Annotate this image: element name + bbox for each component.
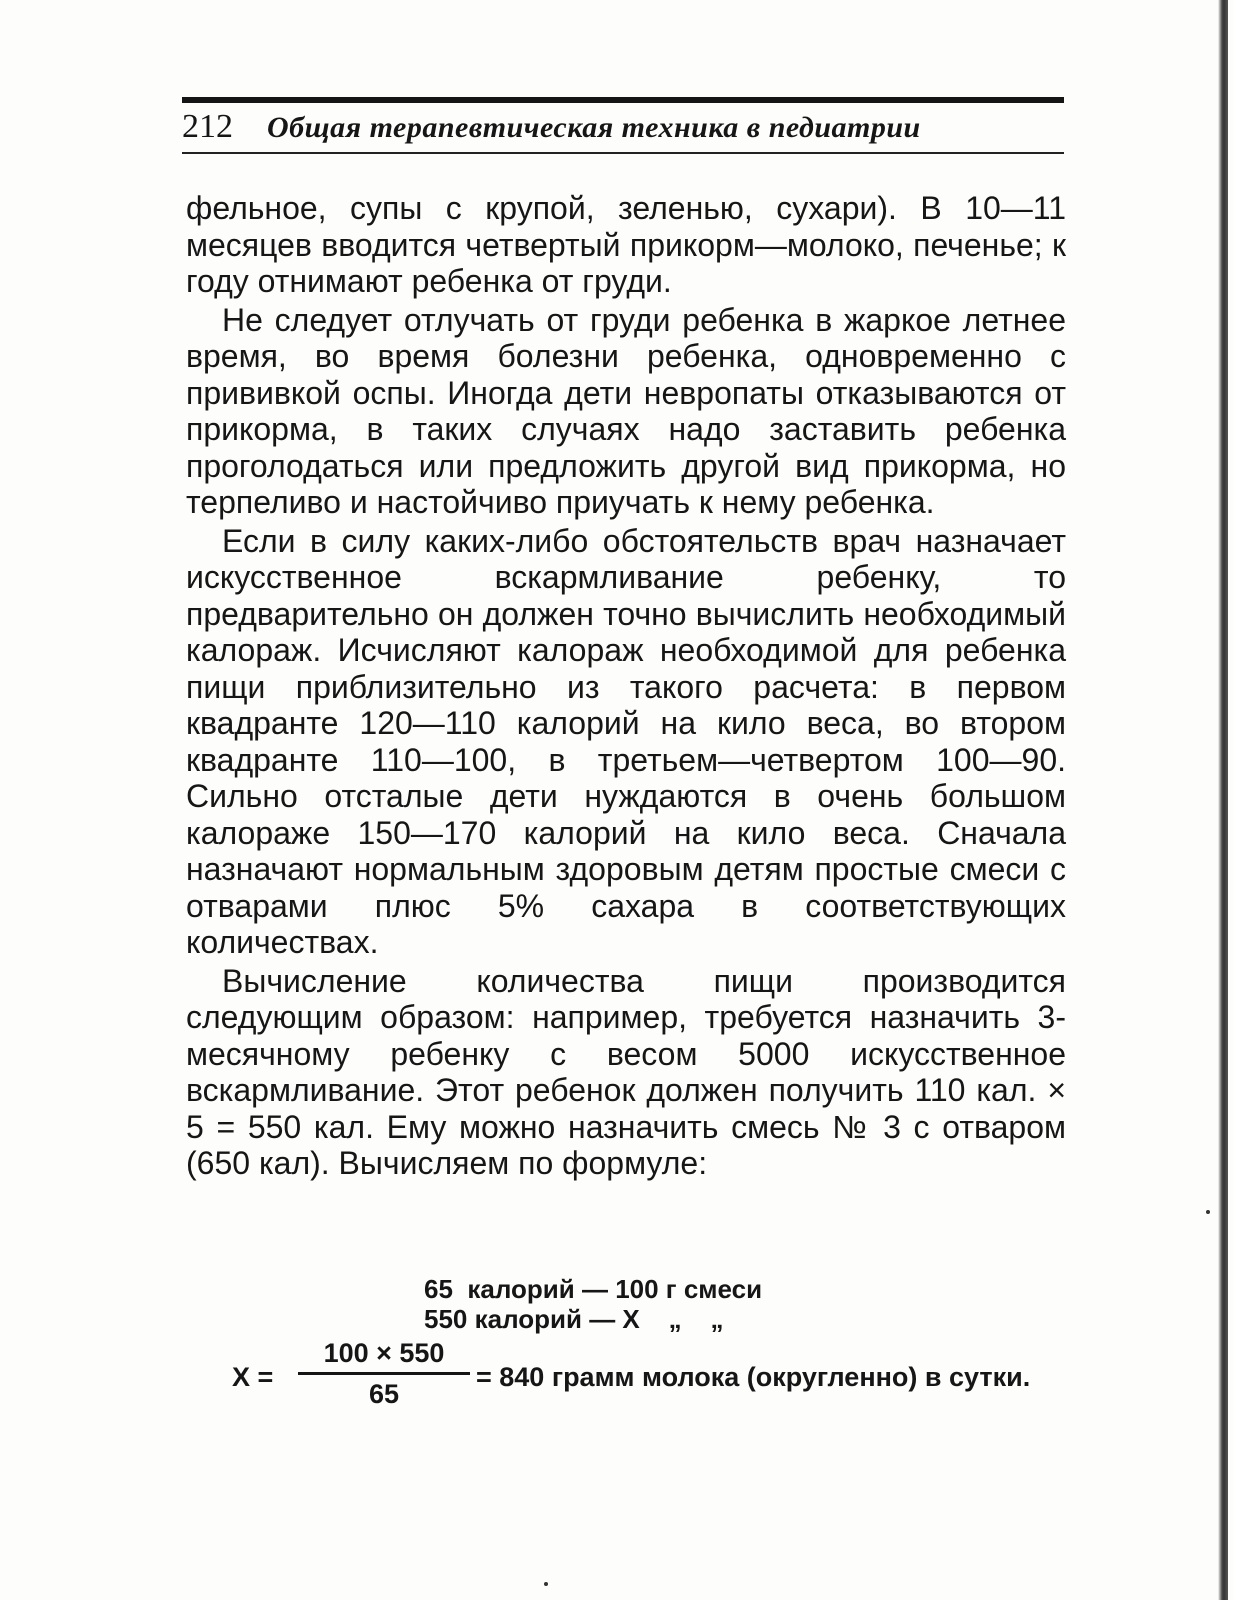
- proportion-line-2: 550 калорий — X „ „: [424, 1304, 724, 1334]
- header-rule-top: [182, 97, 1064, 103]
- equation-lhs: X =: [232, 1362, 274, 1392]
- running-header: [182, 108, 1064, 152]
- paragraph-2: Не следует отлучать от груди ребенка в жаркое летнее время, во время болезни ребенка, одновременно с прививкой оспы. Иногда дети невропаты отказываются от прикорма, в таких случаях надо заставить ребенка проголодаться или предложить другой вид прикорма, но терпеливо и настойчиво приучать к нему ребенка.: [186, 301, 1066, 520]
- equation: [232, 1336, 1072, 1416]
- fraction-bar: [298, 1372, 470, 1375]
- page-edge-shadow: [1218, 0, 1228, 1600]
- page-number: 212: [182, 108, 233, 145]
- proportion-line-1: 65 калорий — 100 г смеси: [424, 1274, 763, 1304]
- body-text: [186, 190, 1066, 1184]
- paragraph-3: Если в силу каких-либо обстоятельств врач назначает искусственное вскармливание ребенку, то предварительно он должен точно вычислить необходимый калораж. Исчисляют калораж необходимой для ребенка пищи приблизительно из такого расчета: в первом квадранте 120—110 калорий на кило веса, во втором квадранте 110—100, в третьем—четвертом 100—90. Сильно отсталые дети нуждаются в очень большом калораже 150—170 калорий на кило веса. Сначала назначают нормальным здоровым детям простые смеси с отварами плюс 5% сахара в соответствующих количествах.: [186, 522, 1066, 960]
- running-title: Общая терапевтическая техника в педиатрии: [267, 111, 921, 144]
- scan-speck: [544, 1582, 548, 1586]
- header-rule-bottom: [182, 152, 1064, 154]
- scan-speck: [1206, 1210, 1210, 1214]
- fraction-numerator: 100 × 550: [323, 1338, 445, 1368]
- fraction-denominator: 65: [368, 1379, 400, 1409]
- paragraph-4: Вычисление количества пищи производится следующим образом: например, требуется назначить 3-месячному ребенку с весом 5000 искусственное вскармливание. Этот ребенок должен получить 110 кал. × 5 = 550 кал. Ему можно назначить смесь № 3 с отваром (650 кал). Вычисляем по формуле:: [186, 962, 1066, 1181]
- proportion-lines: [424, 1274, 924, 1334]
- paragraph-1: фельное, супы с крупой, зеленью, сухари). В 10—11 месяцев вводится четвертый прикорм—молоко, печенье; к году отнимают ребенка от груди.: [186, 190, 1066, 299]
- equation-fraction: [298, 1336, 470, 1409]
- equation-rhs: = 840 грамм молока (округленно) в сутки.: [476, 1362, 1031, 1392]
